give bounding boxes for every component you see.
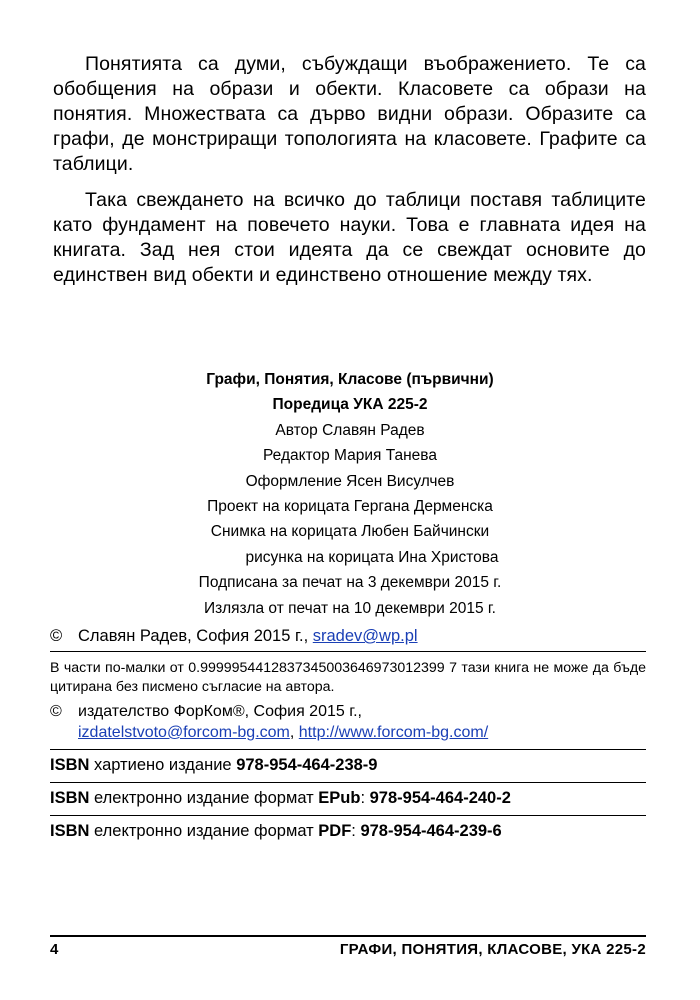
isbn-label: ISBN — [50, 756, 90, 774]
isbn-text: електронно издание формат — [89, 789, 319, 807]
imprint-block — [0, 367, 700, 621]
isbn-label: ISBN — [50, 789, 90, 807]
body-paragraph-2: Така свеждането на всичко до таблици поставя таблиците като фундамент на повечето науки. Това е главната идея на книгата. Зад нея стои идеята да се свеждат основите до единствен вид обекти и единствено отношение между тях. — [53, 189, 646, 286]
divider-2 — [50, 749, 646, 750]
isbn-line-pdf — [50, 821, 502, 841]
publisher-url-link[interactable]: http://www.forcom-bg.com/ — [298, 724, 489, 741]
published-line: Излязла от печат на 10 декември 2015 г. — [204, 599, 496, 617]
author-email-link[interactable]: sradev@wp.pl — [312, 627, 418, 645]
divider-3 — [50, 782, 646, 783]
isbn-number: 978-954-464-239-6 — [360, 822, 502, 840]
isbn-line-epub — [50, 788, 511, 808]
page-number: 4 — [50, 941, 59, 958]
publisher-copyright — [50, 701, 488, 743]
body-paragraph-1: Понятията са думи, събуждащи въображението. Те са обобщения на образи и обекти. Класовете са образи на понятия. Множествата са дърво видни образи. Образите са графи, де монстриращи топологията на класовете. Графите са таблици. — [53, 53, 646, 175]
author-line: Автор Славян Радев — [275, 421, 425, 439]
isbn-number: 978-954-464-240-2 — [369, 789, 511, 807]
signed-for-print-line: Подписана за печат на 3 декември 2015 г. — [198, 574, 502, 592]
publisher-email-link[interactable]: izdatelstvoto@forcom-bg.com — [78, 724, 290, 741]
publisher-copyright-text: издателство ФорКом®, София 2015 г., — [78, 703, 362, 720]
book-title: Графи, Понятия, Класове (първични) — [206, 371, 494, 388]
isbn-label: ISBN — [50, 822, 90, 840]
footer-rule — [50, 935, 646, 937]
isbn-text: хартиено издание — [89, 756, 237, 774]
author-copyright — [50, 626, 418, 646]
page-footer — [50, 940, 646, 960]
isbn-format: EPub — [318, 789, 361, 807]
cover-photo-line: Снимка на корицата Любен Байчински — [210, 523, 490, 541]
isbn-line-print — [50, 755, 377, 775]
divider-1 — [50, 651, 646, 652]
citation-note: В части по-малки от 0.9999954412837345003646973012399 7 тази книга не може да бъде цитирана без писмено съгласие на автора. — [50, 660, 646, 695]
design-line: Оформление Ясен Висулчев — [245, 472, 455, 490]
copyright-icon: © — [50, 703, 62, 720]
cover-project-line: Проект на корицата Гергана Дерменска — [207, 497, 493, 515]
isbn-text: електронно издание формат — [89, 822, 319, 840]
cover-drawing-line: рисунка на корицата Ина Христова — [245, 548, 499, 566]
series-line: Поредица УКА 225-2 — [272, 396, 428, 414]
isbn-number: 978-954-464-238-9 — [236, 756, 378, 774]
link-separator: , — [289, 724, 295, 741]
isbn-format: PDF — [318, 822, 352, 840]
editor-line: Редактор Мария Танева — [263, 447, 437, 465]
running-title: ГРАФИ, ПОНЯТИЯ, КЛАСОВЕ, УКА 225-2 — [339, 941, 646, 958]
author-copyright-text: Славян Радев, София 2015 г., — [78, 627, 309, 645]
copyright-icon: © — [50, 627, 63, 645]
divider-4 — [50, 815, 646, 816]
isbn-separator: : — [351, 822, 361, 840]
isbn-separator: : — [360, 789, 370, 807]
